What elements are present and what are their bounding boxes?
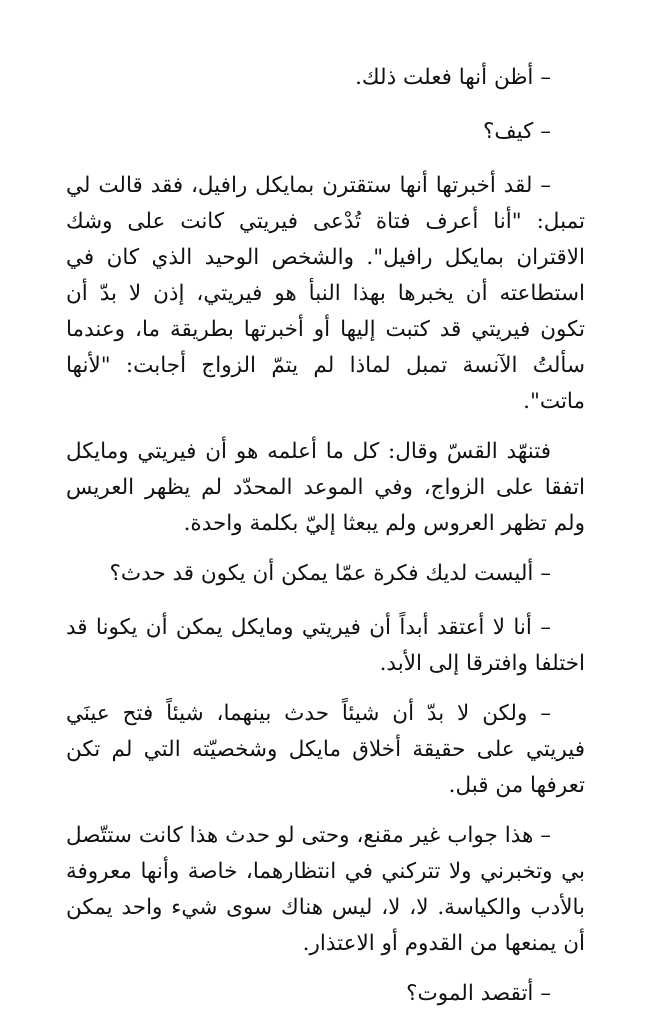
dialogue-line: – أظن أنها فعلت ذلك. xyxy=(355,65,551,90)
dialogue-paragraph: – ولكن لا بدّ أن شيئاً حدث بينهما، شيئاً فتح عينَي فيريتي على حقيقة أخلاق مايكل وشخصيّته التي لم تكن تعرفها من قبل. xyxy=(66,701,585,798)
dialogue-line: – كيف؟ xyxy=(483,119,551,144)
dialogue-line: – أتقصد الموت؟ xyxy=(406,981,551,1006)
dialogue-paragraph: – هذا جواب غير مقنع، وحتى لو حدث هذا كانت ستتّصل بي وتخبرني ولا تتركني في انتظارهما، خاصة وأنها معروفة بالأدب والكياسة. لا، لا، ليس هناك سوى شيء واحد يمكن أن يمنعها من القدوم أو الاعتذار. xyxy=(66,823,585,956)
dialogue-line: – أليست لديك فكرة عمّا يمكن أن يكون قد حدث؟ xyxy=(109,561,551,586)
narration-paragraph: فتنهّد القسّ وقال: كل ما أعلمه هو أن فيريتي ومايكل اتفقا على الزواج، وفي الموعد المحدّد لم يظهر العريس ولم تظهر العروس ولم يبعثا إليّ بكلمة واحدة. xyxy=(66,439,585,536)
dialogue-paragraph: – أنا لا أعتقد أبداً أن فيريتي ومايكل يمكن أن يكونا قد اختلفا وافترقا إلى الأبد. xyxy=(66,615,585,676)
dialogue-paragraph: – لقد أخبرتها أنها ستقترن بمايكل رافيل، فقد قالت لي تمبل: "أنا أعرف فتاة تُدْعى فيريتي كانت على وشك الاقتران بمايكل رافيل". والشخص الوحيد الذي كان في استطاعته أن يخبرها بهذا النبأ هو فيريتي، إذن لا بدّ أن تكون فيريتي قد كتبت إليها أو أخبرتها بطريقة ما، وعندما سألتُ الآنسة تمبل لماذا لم يتمّ الزواج أجابت: "لأنها ماتت". xyxy=(66,173,585,414)
